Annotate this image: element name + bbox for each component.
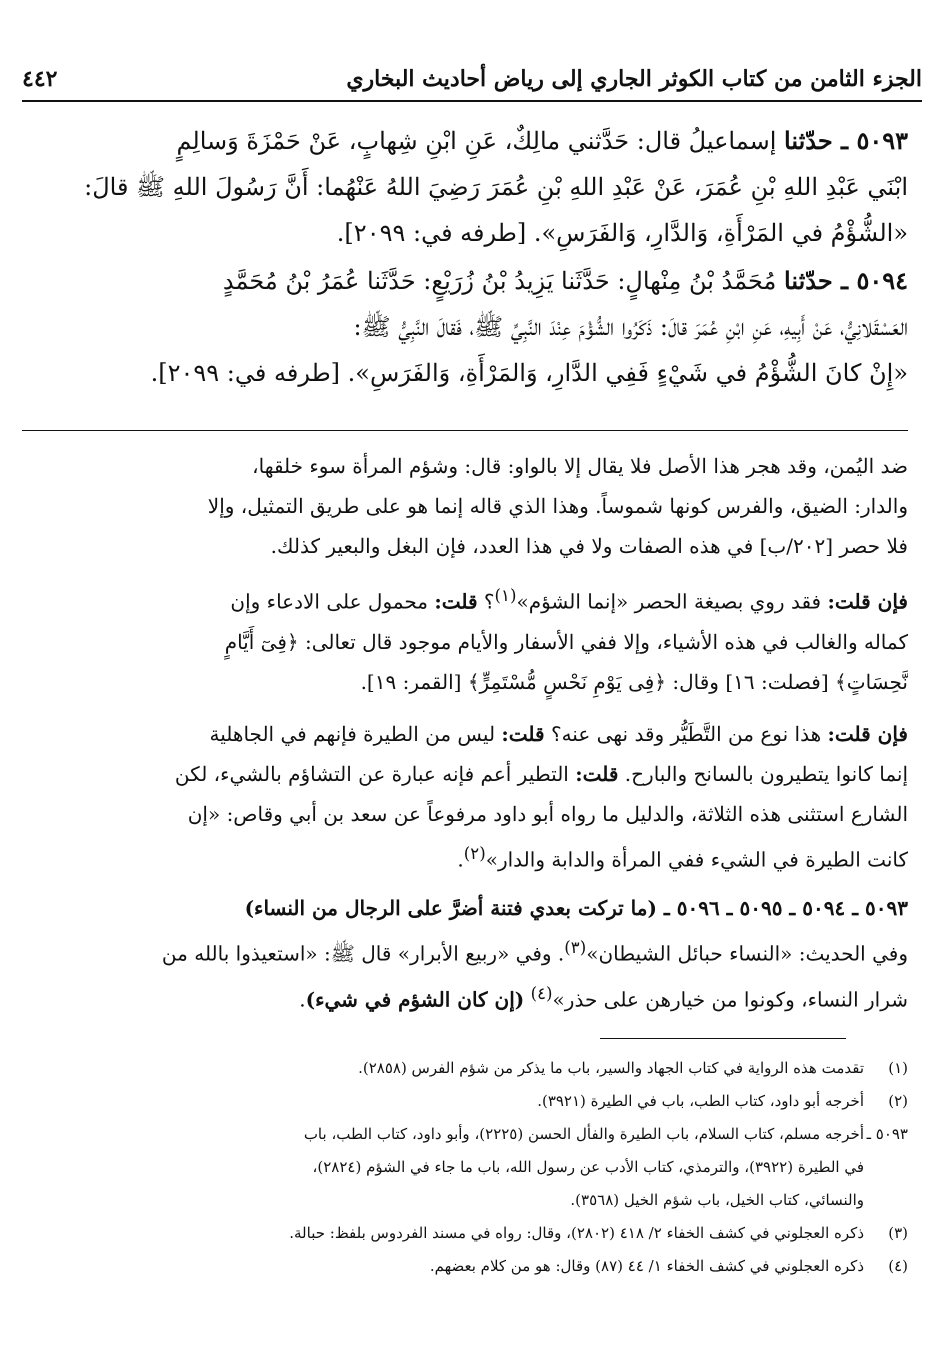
commentary-p3-period: . bbox=[457, 847, 464, 872]
commentary-p3-text-5: كانت الطيرة في الشيء ففي المرأة والدابة والدار» bbox=[485, 847, 908, 872]
footnote-text-continued: في الطيرة (٣٩٢٢)، والترمذي، كتاب الأدب عن رسول الله، باب ما جاء في الشؤم (٢٨٢٤)، bbox=[312, 1158, 864, 1176]
commentary-p4-line-2 bbox=[22, 928, 908, 974]
footnote-number: (١) bbox=[888, 1059, 908, 1077]
footnote-number: (٤) bbox=[888, 1257, 908, 1275]
commentary-paragraph-1 bbox=[22, 446, 908, 566]
hadith-5093-number: ٥٠٩٣ ـ حدّثنا bbox=[784, 126, 908, 155]
footnote-5093 bbox=[22, 1118, 908, 1151]
footnote-text-continued: والنسائي، كتاب الخيل، باب شؤم الخيل (٣٥٦٨). bbox=[570, 1191, 864, 1209]
commentary-p2-line-2: كماله والغالب في هذه الأشياء، وإلا ففي الأسفار والأيام موجود قال تعالى: ﴿فِىٓ أَيَّامٍ bbox=[224, 629, 908, 654]
hadith-5094-line-2: العَسْقَلانِيُّ، عَنْ أَبِيهِ، عَنِ ابْنِ عُمَرَ قالَ: ذَكَرُوا الشُّؤْمَ عِنْدَ النَّبِيِّ ﷺ، فَقالَ النَّبِيُّ ﷺ: bbox=[353, 313, 908, 341]
answer-marker: قلت: bbox=[501, 722, 545, 746]
commentary-p4-line-3 bbox=[22, 974, 908, 1020]
commentary-p3-text-1: هذا نوع من التَّطَيُّر وقد نهى عنه؟ bbox=[550, 722, 822, 746]
commentary-p1-line-2: والدار: الضيق، والفرس كونها شموساً. وهذا الذي قاله إنما هو على طريق التمثيل، وإلا bbox=[207, 494, 908, 518]
hadith-5093 bbox=[22, 118, 908, 256]
footnote-text: أخرجه مسلم، كتاب السلام، باب الطيرة والفأل الحسن (٢٢٢٥)، وأبو داود، كتاب الطب، باب bbox=[303, 1125, 864, 1143]
footnote-ref-3: (٣) bbox=[564, 938, 587, 957]
running-title: الجزء الثامن من كتاب الكوثر الجاري إلى رياض أحاديث البخاري bbox=[346, 66, 922, 92]
footnote-number: ٥٠٩٣ ـ bbox=[866, 1125, 908, 1143]
commentary-p1-line-3: فلا حصر [٢٠٢/ب] في هذه الصفات ولا في هذا العدد، فإن البغل والبعير كذلك. bbox=[270, 534, 908, 558]
footnote-text: ذكره العجلوني في كشف الخفاء ٢/ ٤١٨ (٢٨٠٢)، وقال: رواه في مسند الفردوس بلفظ: حبالة. bbox=[289, 1224, 864, 1242]
commentary-paragraph-2 bbox=[22, 576, 908, 702]
commentary-p2-line-3: نَّحِسَاتٍ﴾ [فصلت: ١٦] وقال: ﴿فِى يَوْمِ نَحْسٍ مُّسْتَمِرٍّ﴾ [القمر: ١٩]. bbox=[360, 669, 908, 694]
commentary-p3-text-4: التطير أعم فإنه عبارة عن التشاؤم بالشيء، لكن bbox=[174, 762, 569, 786]
commentary-p3-text-2: ليس من الطيرة فإنهم في الجاهلية bbox=[209, 722, 496, 746]
commentary-p3-line-1 bbox=[22, 714, 908, 754]
commentary-p2-text-1: فقد روي بصيغة الحصر «إنما الشؤم» bbox=[516, 589, 822, 614]
hadith-5094-text-1: مُحَمَّدُ بْنُ مِنْهالٍ: حَدَّثَنا يَزِيدُ بْنُ زُرَيْعٍ: حَدَّثَنا عُمَرُ بْنُ مُحَمَّدٍ bbox=[222, 267, 777, 295]
commentary-p4-text-3: شرار النساء، وكونوا من خيارهن على حذر» bbox=[552, 987, 908, 1012]
footnote-number: (٣) bbox=[888, 1224, 908, 1242]
text-commentary-divider bbox=[22, 430, 908, 431]
footnote-number: (٢) bbox=[888, 1092, 908, 1110]
hadith-5093-text-1: إسماعيلُ قال: حَدَّثني مالِكٌ، عَنِ ابْنِ شِهابٍ، عَنْ حَمْزَةَ وَسالِمٍ bbox=[176, 127, 777, 155]
footnote-text: تقدمت هذه الرواية في كتاب الجهاد والسير، باب ما يذكر من شؤم الفرس (٢٨٥٨). bbox=[358, 1059, 864, 1077]
commentary-p4-period: . bbox=[299, 987, 306, 1012]
hadith-5093-line-3: «الشُّؤْمُ في المَرْأَةِ، وَالدَّارِ، وَالفَرَسِ». [طرفه في: ٢٠٩٩]. bbox=[336, 219, 908, 247]
commentary-p3-line-2 bbox=[22, 754, 908, 794]
commentary-p4-bold-quote: (إن كان الشؤم في شيء) bbox=[305, 987, 525, 1012]
hadith-5094-line-1 bbox=[22, 258, 908, 304]
footnote-1 bbox=[22, 1052, 908, 1085]
footnotes bbox=[22, 1052, 908, 1283]
footnote-divider bbox=[600, 1038, 846, 1039]
commentary-p2-line-1 bbox=[22, 576, 908, 622]
commentary-p2-qmark: ؟ bbox=[483, 589, 495, 614]
footnote-text: ذكره العجلوني في كشف الخفاء ١/ ٤٤ (٨٧) وقال: هو من كلام بعضهم. bbox=[429, 1257, 864, 1275]
commentary-p3-line-3: الشارع استثنى هذه الثلاثة، والدليل ما رواه أبو داود مرفوعاً عن سعد بن أبي وقاص: «إن bbox=[187, 802, 908, 826]
commentary-p4-text-2: . وفي «ربيع الأبرار» قال ﷺ: «استعيذوا بالله من bbox=[161, 941, 565, 966]
running-header bbox=[22, 58, 922, 102]
section-heading: ٥٠٩٣ ـ ٥٠٩٤ ـ ٥٠٩٥ ـ ٥٠٩٦ ـ (ما تركت بعدي فتنة أضرَّ على الرجال من النساء) bbox=[244, 896, 908, 920]
commentary-p1-line-1: ضد اليُمن، وقد هجر هذا الأصل فلا يقال إلا بالواو: قال: وشؤم المرأة سوء خلقها، bbox=[252, 454, 908, 478]
question-marker: فإن قلت: bbox=[827, 589, 908, 614]
hadith-5093-line-1 bbox=[22, 118, 908, 164]
hadith-5094 bbox=[22, 258, 908, 396]
hadith-5094-line-3: «إِنْ كانَ الشُّؤْمُ في شَيْءٍ فَفِي الدَّارِ، وَالمَرْأَةِ، وَالفَرَسِ». [طرفه في: ٢٠٩٩]. bbox=[150, 359, 908, 387]
commentary-p3-text-3: إنما كانوا يتطيرون بالسانح والبارح. bbox=[624, 762, 908, 786]
question-marker: فإن قلت: bbox=[827, 722, 908, 746]
page-number: ٤٤٢ bbox=[22, 66, 58, 92]
footnote-text: أخرجه أبو داود، كتاب الطب، باب في الطيرة (٣٩٢١). bbox=[537, 1092, 864, 1110]
hadith-5094-number: ٥٠٩٤ ـ حدّثنا bbox=[784, 266, 908, 295]
commentary-p3-line-4 bbox=[22, 834, 908, 880]
commentary-p4-text-1: وفي الحديث: «النساء حبائل الشيطان» bbox=[586, 941, 908, 966]
footnote-3 bbox=[22, 1217, 908, 1250]
footnote-2 bbox=[22, 1085, 908, 1118]
answer-marker: قلت: bbox=[434, 589, 478, 614]
hadith-5093-line-2: ابْنَي عَبْدِ اللهِ بْنِ عُمَرَ، عَنْ عَبْدِ اللهِ بْنِ عُمَرَ رَضِيَ اللهُ عَنْهُما: أَنَّ رَسُولَ اللهِ ﷺ قالَ: bbox=[84, 173, 908, 201]
footnote-ref-2: (٢) bbox=[463, 844, 486, 863]
footnote-ref-4: (٤) bbox=[530, 983, 553, 1003]
commentary-paragraph-3 bbox=[22, 714, 908, 880]
answer-marker: قلت: bbox=[575, 762, 619, 786]
footnote-4 bbox=[22, 1250, 908, 1283]
commentary-p2-text-2: محمول على الادعاء وإن bbox=[230, 589, 428, 614]
commentary-paragraph-4 bbox=[22, 888, 908, 1019]
footnote-ref-1: (١) bbox=[494, 586, 517, 605]
